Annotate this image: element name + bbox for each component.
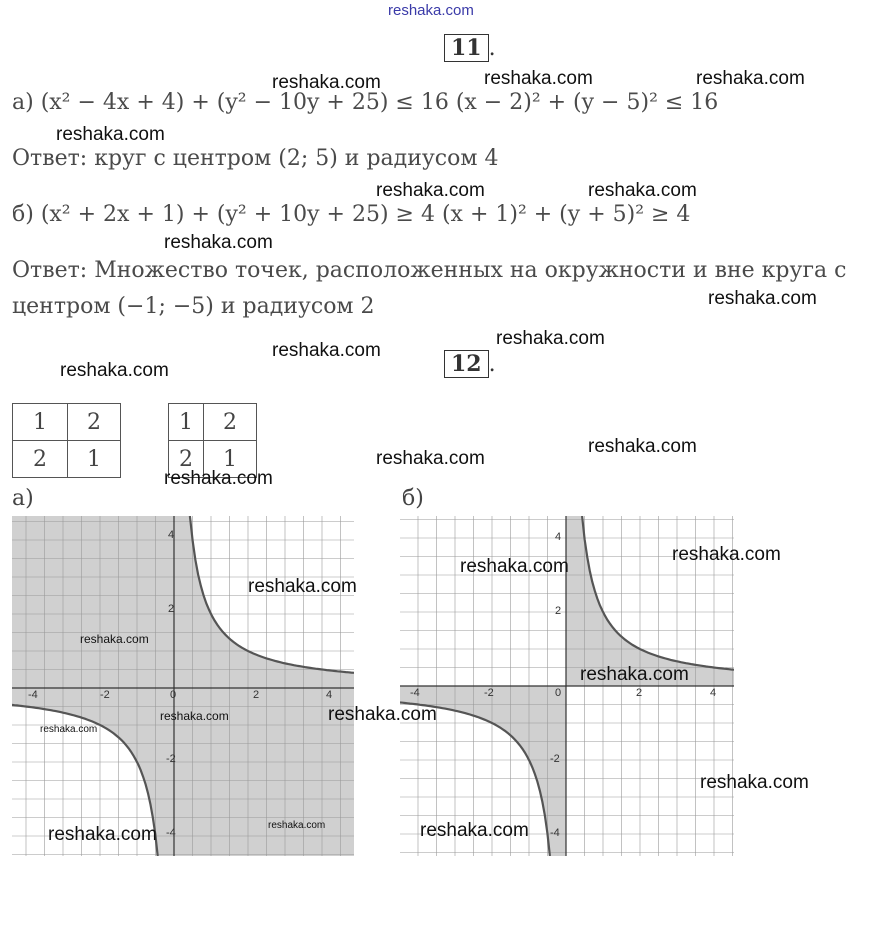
tick-label: -4 xyxy=(28,689,38,701)
watermark: reshaka.com xyxy=(248,576,357,597)
plot-b-label: б) xyxy=(402,486,424,511)
task-number-box: 12 xyxy=(444,350,489,378)
watermark: reshaka.com xyxy=(164,468,273,489)
task-12-number: 12 . xyxy=(444,350,496,378)
watermark: reshaka.com xyxy=(496,328,605,349)
tick-label: -2 xyxy=(550,753,560,765)
tick-label: 2 xyxy=(636,687,643,699)
quadrant-grid-left xyxy=(12,403,121,478)
grid-cell: 1 xyxy=(13,404,68,441)
watermark: reshaka.com xyxy=(672,544,781,565)
tick-label: -4 xyxy=(410,687,420,699)
plot-a-label: а) xyxy=(12,486,34,511)
watermark: reshaka.com xyxy=(580,664,689,685)
grid-cell: 2 xyxy=(68,404,121,441)
watermark: reshaka.com xyxy=(48,824,157,845)
grid-cell: 2 xyxy=(13,441,68,478)
watermark: reshaka.com xyxy=(460,556,569,577)
watermark-small: reshaka.com xyxy=(40,724,98,735)
watermark: reshaka.com xyxy=(700,772,809,793)
task-11a-equation: а) (x² − 4x + 4) + (y² − 10y + 25) ≤ 16 (x − 2)² + (y − 5)² ≤ 16 xyxy=(12,90,719,115)
tick-label: 4 xyxy=(168,529,175,541)
watermark: reshaka.com xyxy=(56,124,165,145)
watermark-small: reshaka.com xyxy=(268,820,326,831)
task-number-box: 11 xyxy=(444,34,489,62)
site-watermark: reshaka.com xyxy=(388,2,474,19)
watermark: reshaka.com xyxy=(696,68,805,89)
watermark: reshaka.com xyxy=(708,288,817,309)
tick-label: -4 xyxy=(166,827,176,839)
watermark: reshaka.com xyxy=(60,360,169,381)
tick-label: 0 xyxy=(170,689,177,701)
task-11b-answer-line1: Ответ: Множество точек, расположенных на окружности и вне круга с xyxy=(12,258,847,283)
watermark: reshaka.com xyxy=(588,180,697,201)
watermark: reshaka.com xyxy=(420,820,529,841)
watermark: reshaka.com xyxy=(272,72,381,93)
tick-label: 2 xyxy=(253,689,260,701)
watermark-small: reshaka.com xyxy=(80,632,149,646)
tick-label: 4 xyxy=(710,687,717,699)
task-11-number: 11 . xyxy=(444,34,496,62)
tick-label: 4 xyxy=(326,689,333,701)
tick-label: 2 xyxy=(168,603,175,615)
grid-cell: 1 xyxy=(204,441,257,478)
watermark: reshaka.com xyxy=(588,436,697,457)
watermark: reshaka.com xyxy=(328,704,437,725)
tick-label: -4 xyxy=(550,827,560,839)
task-11b-equation: б) (x² + 2x + 1) + (y² + 10y + 25) ≥ 4 (x + 1)² + (y + 5)² ≥ 4 xyxy=(12,202,691,227)
watermark: reshaka.com xyxy=(272,340,381,361)
grid-cell: 2 xyxy=(204,404,257,441)
quadrant-grid-right xyxy=(168,403,257,478)
plot-a xyxy=(12,516,354,856)
grid-cell: 1 xyxy=(68,441,121,478)
watermark: reshaka.com xyxy=(484,68,593,89)
tick-label: -2 xyxy=(166,753,176,765)
grid-cell: 1 xyxy=(169,404,204,441)
grid-cell: 2 xyxy=(169,441,204,478)
tick-label: 0 xyxy=(555,687,562,699)
tick-label: 4 xyxy=(555,531,562,543)
watermark: reshaka.com xyxy=(376,180,485,201)
watermark: reshaka.com xyxy=(376,448,485,469)
tick-label: -2 xyxy=(484,687,494,699)
task-11a-answer: Ответ: круг с центром (2; 5) и радиусом 4 xyxy=(12,146,499,171)
watermark: reshaka.com xyxy=(164,232,273,253)
tick-label: -2 xyxy=(100,689,110,701)
watermark-small: reshaka.com xyxy=(160,709,229,723)
task-11b-answer-line2: центром (−1; −5) и радиусом 2 xyxy=(12,294,375,319)
tick-label: 2 xyxy=(555,605,562,617)
